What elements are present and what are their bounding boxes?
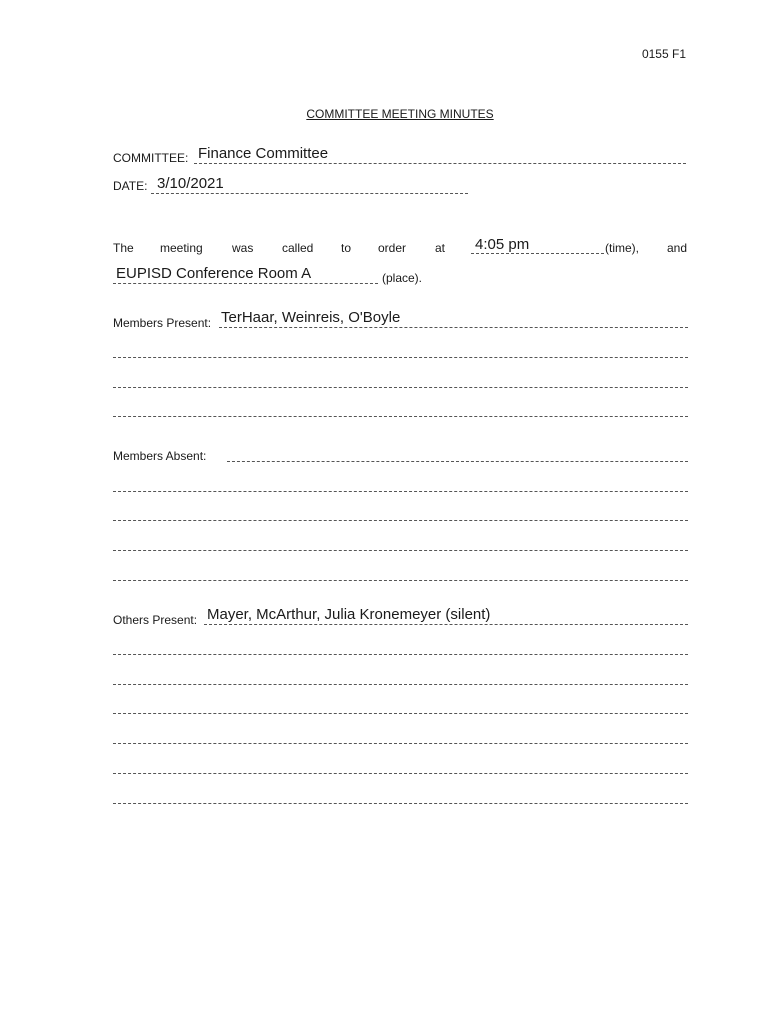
date-value[interactable]: 3/10/2021 bbox=[157, 175, 224, 192]
page-title: COMMITTEE MEETING MINUTES bbox=[306, 107, 494, 121]
members-present-line bbox=[113, 357, 688, 358]
members-absent-line bbox=[113, 580, 688, 581]
others-present-line bbox=[113, 713, 688, 714]
members-absent-line bbox=[227, 461, 688, 462]
members-absent-line bbox=[113, 520, 688, 521]
place-value[interactable]: EUPISD Conference Room A bbox=[116, 265, 312, 282]
others-present-value[interactable]: Mayer, McArthur, Julia Kronemeyer (silent) bbox=[207, 606, 491, 623]
form-code: 0155 F1 bbox=[641, 47, 686, 61]
word-order: order bbox=[378, 241, 407, 255]
place-underline bbox=[113, 283, 378, 284]
members-present-label: Members Present: bbox=[113, 316, 212, 330]
date-label: DATE: bbox=[113, 179, 148, 193]
members-absent-label: Members Absent: bbox=[113, 449, 207, 463]
members-present-line bbox=[219, 327, 688, 328]
members-present-line bbox=[113, 387, 688, 388]
date-underline bbox=[151, 193, 468, 194]
word-meeting: meeting bbox=[160, 241, 203, 255]
word-the: The bbox=[113, 241, 134, 255]
members-absent-line bbox=[113, 491, 688, 492]
word-was: was bbox=[232, 241, 254, 255]
members-absent-line bbox=[113, 550, 688, 551]
time-value[interactable]: 4:05 pm bbox=[475, 236, 530, 253]
committee-underline bbox=[194, 163, 686, 164]
others-present-line bbox=[113, 743, 688, 744]
place-suffix: (place). bbox=[382, 271, 423, 285]
committee-label: COMMITTEE: bbox=[113, 151, 189, 165]
word-to: to bbox=[341, 241, 352, 255]
members-present-value[interactable]: TerHaar, Weinreis, O'Boyle bbox=[221, 309, 401, 326]
others-present-line bbox=[204, 624, 688, 625]
word-called: called bbox=[282, 241, 314, 255]
others-present-line bbox=[113, 684, 688, 685]
others-present-line bbox=[113, 803, 688, 804]
members-present-line bbox=[113, 416, 688, 417]
word-at: at bbox=[435, 241, 446, 255]
time-suffix: (time), bbox=[605, 241, 639, 255]
committee-value[interactable]: Finance Committee bbox=[198, 145, 329, 162]
others-present-line bbox=[113, 773, 688, 774]
others-present-label: Others Present: bbox=[113, 613, 198, 627]
word-and: and bbox=[667, 241, 688, 255]
time-underline bbox=[471, 253, 604, 254]
others-present-line bbox=[113, 654, 688, 655]
